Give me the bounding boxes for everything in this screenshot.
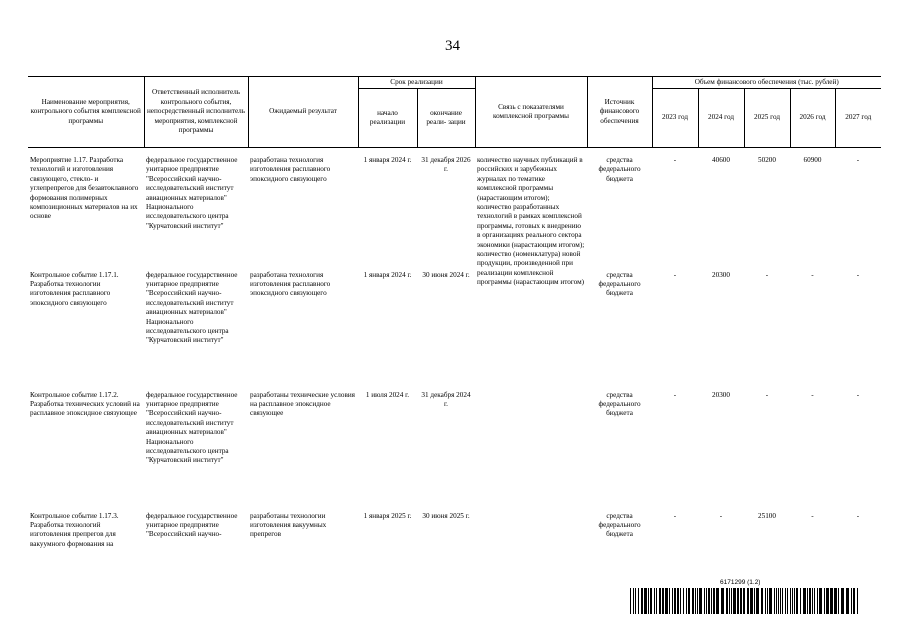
row-name: Контрольное событие 1.17.3. Разработка технологий изготовления препрегов для вакуумного формования на xyxy=(30,511,119,548)
row-link xyxy=(475,512,587,562)
row-value-2024: 40600 xyxy=(712,156,730,164)
table-row xyxy=(28,148,881,271)
header-year-2023: 2023 год xyxy=(652,89,698,148)
row-start: 1 января 2025 г. xyxy=(363,511,412,520)
row-end: 31 декабря 2026 г. xyxy=(421,156,471,174)
row-value-2025: - xyxy=(765,390,769,399)
header-start: начало реализации xyxy=(358,89,417,148)
header-term: Срок реализации xyxy=(358,77,475,89)
row-value-2023: - xyxy=(673,390,677,399)
header-year-2024: 2024 год xyxy=(698,89,744,148)
row-value-2023: - xyxy=(673,511,677,520)
row-responsible: федеральное государственное унитарное предприятие "Всероссийский научно-исследовательский институт авиационных материалов" Национального исследовательского центра "Курчатовский институт" xyxy=(146,156,238,230)
header-year-2026: 2026 год xyxy=(790,89,835,148)
row-value-2026: - xyxy=(811,270,814,279)
row-value-2027: - xyxy=(856,390,860,399)
row-end: 30 июня 2025 г. xyxy=(422,511,470,520)
row-end: 30 июня 2024 г. xyxy=(422,270,470,279)
row-responsible: федеральное государственное унитарное предприятие "Всероссийский научно- xyxy=(146,511,238,539)
program-table xyxy=(28,76,881,562)
row-start: 1 июля 2024 г. xyxy=(365,390,410,399)
row-value-2023: - xyxy=(673,156,677,164)
row-source: средства федерального бюджета xyxy=(598,511,641,539)
table-row xyxy=(28,512,881,562)
row-value-2026: 60900 xyxy=(803,156,822,164)
header-year-2027: 2027 год xyxy=(835,89,881,148)
barcode-number: 6171299 (1.2) xyxy=(720,579,761,586)
header-responsible: Ответственный исполнитель контрольного события, непосредственный исполнитель мероприятия, комплексной программы xyxy=(144,77,248,148)
barcode-icon xyxy=(630,588,860,614)
row-end: 31 декабря 2024 г. xyxy=(421,390,471,408)
header-finance: Объем финансового обеспечения (тыс. рублей) xyxy=(652,77,881,89)
header-name: Наименование мероприятия, контрольного события комплексной программы xyxy=(28,77,144,148)
header-expected: Ожидаемый результат xyxy=(248,77,358,148)
row-start: 1 января 2024 г. xyxy=(363,156,412,164)
row-expected: разработаны технические условия на расплавное эпоксидное связующее xyxy=(250,390,355,418)
header-end: окончание реали- зации xyxy=(417,89,475,148)
row-value-2026: - xyxy=(811,511,814,520)
row-link xyxy=(475,391,587,512)
row-value-2024: 20300 xyxy=(712,390,730,399)
table-row xyxy=(28,271,881,391)
row-source: средства федерального бюджета xyxy=(598,390,641,418)
header-year-2025: 2025 год xyxy=(744,89,790,148)
row-responsible: федеральное государственное унитарное предприятие "Всероссийский научно-исследовательский институт авиационных материалов" Национального исследовательского центра "Курчатовский институт" xyxy=(146,390,238,465)
page-number: 34 xyxy=(445,38,460,54)
header-link: Связь с показателями комплексной программы xyxy=(475,77,587,148)
row-link: количество научных публикаций в российских и зарубежных журналах по тематике комплексной программы (нарастающим итогом); количество разработанных технологий в рамках комплексной программы, готовых к внедрению в организациях реального сектора экономики (нарастающим итогом); количество (номенклатура) новой продукции, произведенной при реализации комплексной программы (нарастающим итогом) xyxy=(477,156,585,287)
row-source: средства федерального бюджета xyxy=(598,156,641,183)
row-expected: разработана технология изготовления расплавного эпоксидного связующего xyxy=(250,156,331,183)
row-expected: разработана технология изготовления расплавного эпоксидного связующего xyxy=(250,270,331,298)
row-expected: разработаны технологии изготовления вакуумных препрегов xyxy=(250,511,327,539)
header-source: Источник финансового обеспечения xyxy=(587,77,652,148)
row-value-2025: - xyxy=(765,270,769,279)
row-value-2027: - xyxy=(856,156,860,164)
row-value-2024: - xyxy=(719,511,723,520)
row-name: Контрольное событие 1.17.1. Разработка технологии изготовления расплавного эпоксидного связующего xyxy=(30,270,119,307)
row-value-2025: 25100 xyxy=(758,511,776,520)
row-name: Мероприятие 1.17. Разработка технологий и изготовления связующего, стекло- и углепрепрегов для безавтоклавного формования полимерных композиционных материалов на их основе xyxy=(30,156,139,221)
row-value-2024: 20300 xyxy=(712,270,730,279)
row-responsible: федеральное государственное унитарное предприятие "Всероссийский научно-исследовательский институт авиационных материалов" Национального исследовательского центра "Курчатовский институт" xyxy=(146,270,238,345)
row-source: средства федерального бюджета xyxy=(598,270,641,298)
table-row xyxy=(28,391,881,512)
row-value-2025: 50200 xyxy=(758,156,776,164)
row-value-2027: - xyxy=(856,511,860,520)
row-value-2027: - xyxy=(856,270,860,279)
row-value-2026: - xyxy=(811,390,814,399)
row-name: Контрольное событие 1.17.2. Разработка технических условий на расплавное эпоксидное связующее xyxy=(30,390,140,418)
row-start: 1 января 2024 г. xyxy=(363,270,412,279)
row-value-2023: - xyxy=(673,270,677,279)
